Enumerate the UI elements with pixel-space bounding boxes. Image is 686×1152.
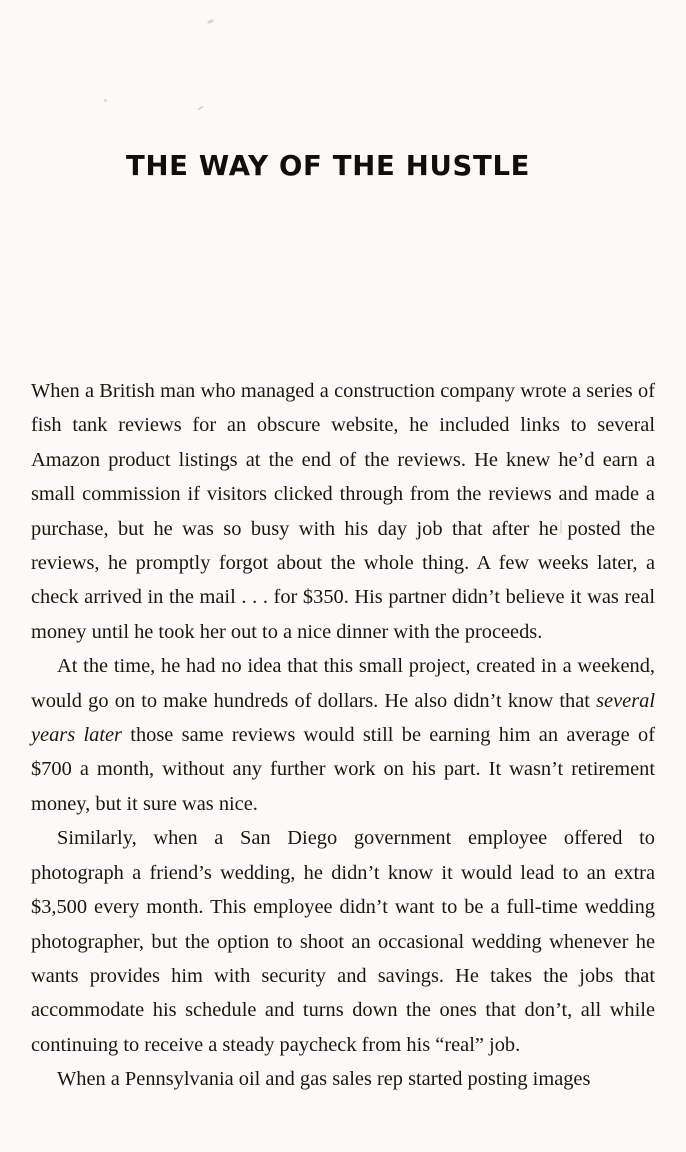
paper-speck-icon <box>197 105 204 110</box>
paragraph-2-part-2: those same reviews would still be earning him an average of $700 a month, without any further work on his part. It wasn’t retirement money, but it sure was nice. <box>31 724 655 815</box>
paragraph-2-emphasis: several years later <box>31 689 655 747</box>
paper-speck-icon <box>104 99 107 102</box>
body-text <box>31 374 655 1097</box>
paragraph-2-part-1: At the time, he had no idea that this small project, created in a weekend, would go on to make hundreds of dollars. He also didn’t know that <box>31 655 655 712</box>
paragraph-2 <box>31 649 655 821</box>
paragraph-4: When a Pennsylvania oil and gas sales rep started posting images <box>57 1068 591 1091</box>
paragraph-3: Similarly, when a San Diego government employee offered to photograph a friend’s wedding, he didn’t know it would lead to an extra $3,500 every month. This employee didn’t want to be a full-time wedding photographer, but the option to shoot an occasional wedding whenever he wants provides him with security and savings. He takes the jobs that accommodate his schedule and turns down the ones that don’t, all while continuing to receive a steady paycheck from his “real” job. <box>31 827 655 1056</box>
chapter-title: THE WAY OF THE HUSTLE <box>126 150 531 183</box>
paper-speck-icon <box>207 19 215 25</box>
paragraph-1: When a British man who managed a construction company wrote a series of fish tank reviews for an obscure website, he included links to several Amazon product listings at the end of the reviews. He knew he’d earn a small commission if visitors clicked through from the reviews and made a purchase, but he was so busy with his day job that after he posted the reviews, he promptly forgot about the whole thing. A few weeks later, a check arrived in the mail . . . for $350. His partner didn’t believe it was real money until he took her out to a nice dinner with the proceeds. <box>31 380 655 643</box>
